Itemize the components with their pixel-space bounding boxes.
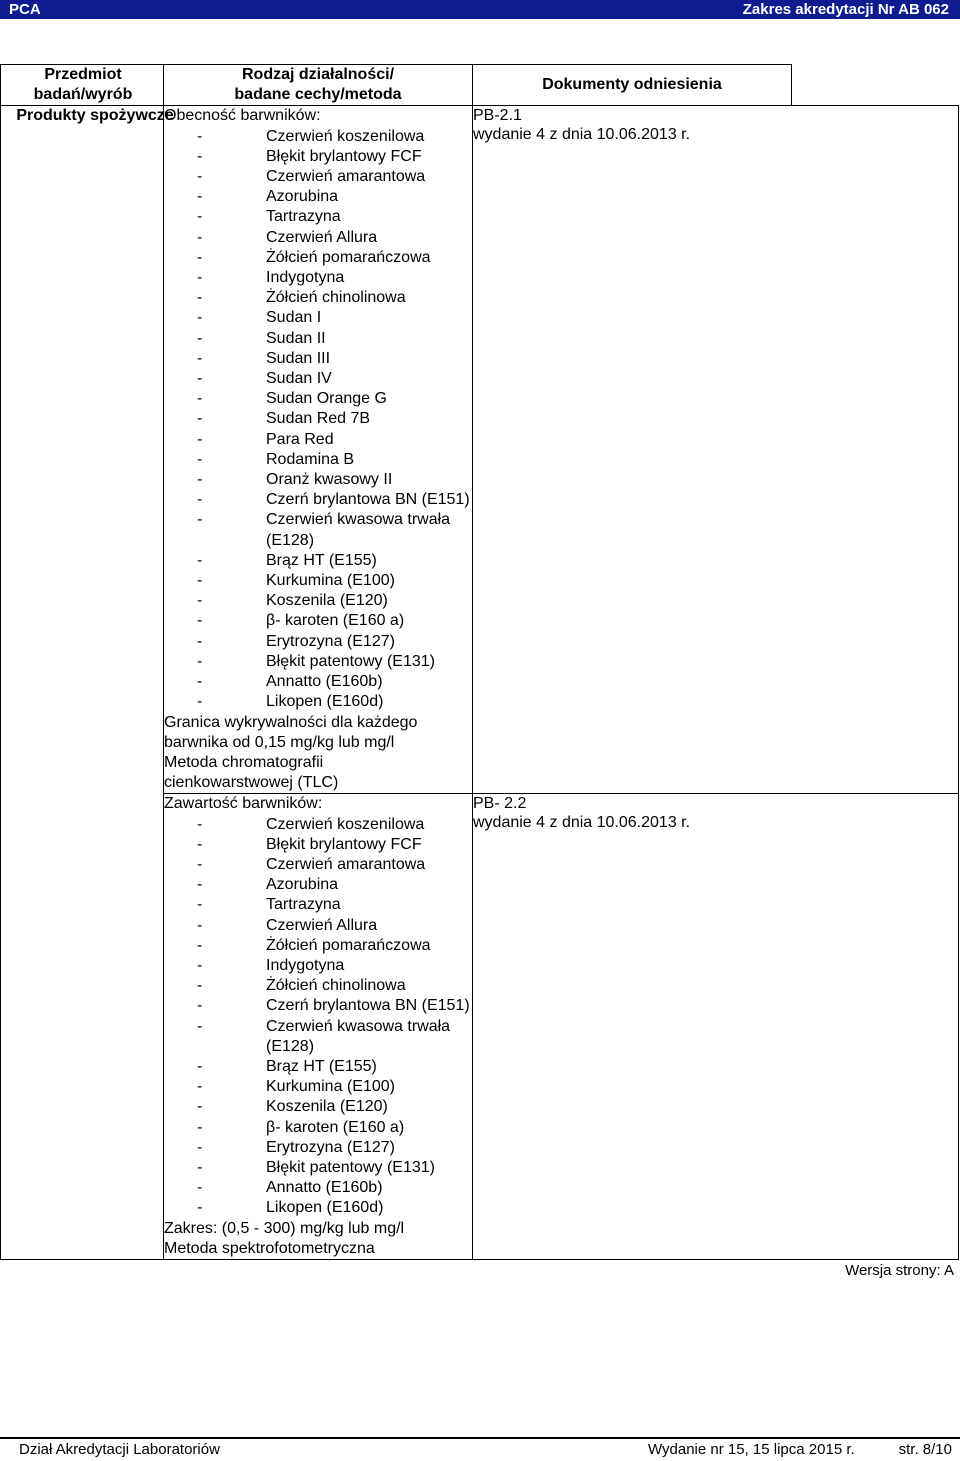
- list-item: [164, 672, 472, 692]
- list-bullet-dash: [164, 692, 230, 712]
- list-item-text: Żółcień chinolinowa: [266, 977, 406, 995]
- list-item: [164, 855, 472, 875]
- list-bullet-dash: [164, 996, 230, 1016]
- list-item-text: Erytrozyna (E127): [266, 632, 395, 650]
- list-item-text: Sudan III: [266, 349, 331, 367]
- list-item-text: Czerwień Allura: [266, 916, 378, 934]
- product-cell: [1, 106, 174, 1260]
- list-item: [164, 652, 472, 672]
- page-version: Wersja strony: A: [845, 1262, 954, 1279]
- table-header-row: [1, 65, 959, 106]
- reference-document: PB- 2.2: [473, 795, 527, 813]
- list-item-text: Azorubina: [266, 188, 339, 206]
- list-item-text: Brąz HT (E155): [266, 1057, 377, 1075]
- list-item: [164, 187, 472, 207]
- accreditation-scope-table: [0, 64, 959, 1260]
- list-bullet-dash: [164, 815, 230, 835]
- list-item-text: Likopen (E160d): [266, 1199, 384, 1217]
- list-item: [164, 571, 472, 591]
- list-bullet-dash: [164, 470, 230, 490]
- list-item: [164, 470, 472, 490]
- list-item: [164, 1158, 472, 1178]
- list-item: [164, 632, 472, 652]
- list-item: [164, 1097, 472, 1117]
- footer-page-number: str. 8/10: [898, 1441, 952, 1458]
- list-bullet-dash: [164, 652, 230, 672]
- list-item: [164, 895, 472, 915]
- list-bullet-dash: [164, 228, 230, 248]
- list-item: [164, 490, 472, 510]
- list-bullet-dash: [164, 571, 230, 591]
- list-item-text: Czerwień amarantowa: [266, 855, 426, 873]
- list-item: [164, 147, 472, 167]
- list-item-text: Kurkumina (E100): [266, 1078, 395, 1096]
- list-bullet-dash: [164, 308, 230, 328]
- footer-edition: Wydanie nr 15, 15 lipca 2015 r.: [648, 1441, 855, 1458]
- list-item-text: Błękit patentowy (E131): [266, 652, 435, 670]
- column-header-documents: Dokumenty odniesienia: [473, 65, 792, 106]
- list-item: [164, 591, 472, 611]
- list-item-text: β- karoten (E160 a): [266, 1118, 405, 1136]
- method-title: Obecność barwników:: [164, 107, 321, 125]
- list-item: [164, 409, 472, 429]
- column-header-activity-text: Rodzaj działalności/ badane cechy/metoda: [234, 66, 402, 104]
- note-line: cienkowarstwowej (TLC): [164, 774, 339, 792]
- column-header-activity: [164, 65, 473, 106]
- method-cell: [164, 794, 473, 1260]
- list-item-text: Para Red: [266, 430, 334, 448]
- list-item: [164, 611, 472, 631]
- list-item: [164, 329, 472, 349]
- list-item: [164, 1057, 472, 1077]
- list-bullet-dash: [164, 835, 230, 855]
- method-title: Zawartość barwników:: [164, 795, 323, 813]
- list-item: [164, 228, 472, 248]
- reference-edition: wydanie 4 z dnia 10.06.2013 r.: [473, 126, 691, 144]
- list-item: [164, 1178, 472, 1198]
- list-bullet-dash: [164, 1017, 230, 1057]
- list-item-text: Tartrazyna: [266, 896, 341, 914]
- list-item: [164, 692, 472, 712]
- list-bullet-dash: [164, 1057, 230, 1077]
- list-item-text: Czerwień kwasowa trwała (E128): [266, 1017, 451, 1055]
- list-item-text: Azorubina: [266, 876, 339, 894]
- list-bullet-dash: [164, 1198, 230, 1218]
- list-item: [164, 1017, 472, 1057]
- note-line: Metoda chromatografii: [164, 753, 324, 771]
- list-bullet-dash: [164, 329, 230, 349]
- list-item: [164, 167, 472, 187]
- list-bullet-dash: [164, 450, 230, 470]
- list-bullet-dash: [164, 167, 230, 187]
- list-item-text: Błękit brylantowy FCF: [266, 147, 422, 165]
- footer-department: Dział Akredytacji Laboratoriów: [19, 1441, 220, 1458]
- column-header-product: Przedmiot badań/wyrób: [1, 65, 164, 106]
- list-item-text: Rodamina B: [266, 450, 355, 468]
- list-item: [164, 207, 472, 227]
- list-bullet-dash: [164, 369, 230, 389]
- list-bullet-dash: [164, 855, 230, 875]
- list-bullet-dash: [164, 268, 230, 288]
- list-item-text: Koszenila (E120): [266, 1098, 388, 1116]
- list-bullet-dash: [164, 672, 230, 692]
- list-item: [164, 127, 472, 147]
- note-line: barwnika od 0,15 mg/kg lub mg/l: [164, 733, 395, 751]
- list-item: [164, 551, 472, 571]
- list-bullet-dash: [164, 248, 230, 268]
- list-bullet-dash: [164, 936, 230, 956]
- note-line: Metoda spektrofotometryczna: [164, 1239, 375, 1257]
- list-item-text: Czerwień koszenilowa: [266, 815, 425, 833]
- header-title: Zakres akredytacji Nr AB 062: [742, 1, 949, 18]
- list-item: [164, 349, 472, 369]
- method-cell: [164, 106, 473, 794]
- list-item-text: Koszenila (E120): [266, 592, 388, 610]
- list-bullet-dash: [164, 1118, 230, 1138]
- list-bullet-dash: [164, 430, 230, 450]
- list-item: [164, 956, 472, 976]
- list-bullet-dash: [164, 875, 230, 895]
- list-item: [164, 1198, 472, 1218]
- list-item-text: Żółcień chinolinowa: [266, 289, 406, 307]
- list-item: [164, 835, 472, 855]
- list-item-text: Sudan Orange G: [266, 390, 387, 408]
- list-item-text: Czerwień kwasowa trwała (E128): [266, 511, 451, 549]
- list-item: [164, 1118, 472, 1138]
- list-item-text: Sudan IV: [266, 370, 332, 388]
- page-header-bar: [0, 0, 960, 19]
- note-line: Granica wykrywalności dla każdego: [164, 713, 418, 731]
- list-bullet-dash: [164, 976, 230, 996]
- list-bullet-dash: [164, 956, 230, 976]
- list-item-text: Annatto (E160b): [266, 673, 383, 691]
- list-item-text: Tartrazyna: [266, 208, 341, 226]
- list-bullet-dash: [164, 510, 230, 550]
- dye-list: [164, 815, 472, 1219]
- list-item-text: Indygotyna: [266, 269, 345, 287]
- list-item-text: Sudan II: [266, 329, 326, 347]
- list-item-text: Erytrozyna (E127): [266, 1138, 395, 1156]
- list-item-text: Błękit patentowy (E131): [266, 1158, 435, 1176]
- reference-cell: [473, 106, 959, 794]
- list-item-text: β- karoten (E160 a): [266, 612, 405, 630]
- list-item-text: Brąz HT (E155): [266, 551, 377, 569]
- list-item: [164, 430, 472, 450]
- list-bullet-dash: [164, 147, 230, 167]
- list-bullet-dash: [164, 1097, 230, 1117]
- list-item: [164, 976, 472, 996]
- list-item: [164, 1138, 472, 1158]
- list-bullet-dash: [164, 1077, 230, 1097]
- list-item-text: Likopen (E160d): [266, 693, 384, 711]
- list-item: [164, 1077, 472, 1097]
- list-item-text: Żółcień pomarańczowa: [266, 936, 431, 954]
- table-row: [1, 106, 959, 794]
- list-item-text: Czerwień amarantowa: [266, 168, 426, 186]
- list-item: [164, 875, 472, 895]
- list-item-text: Oranż kwasowy II: [266, 471, 393, 489]
- page-footer: [0, 1437, 960, 1459]
- list-item: [164, 268, 472, 288]
- list-item: [164, 308, 472, 328]
- list-bullet-dash: [164, 551, 230, 571]
- header-spacer: [792, 65, 959, 106]
- list-bullet-dash: [164, 1158, 230, 1178]
- method-notes: [164, 1219, 472, 1259]
- list-bullet-dash: [164, 187, 230, 207]
- reference-document: PB-2.1: [473, 107, 522, 125]
- list-bullet-dash: [164, 127, 230, 147]
- list-bullet-dash: [164, 632, 230, 652]
- list-bullet-dash: [164, 1178, 230, 1198]
- list-bullet-dash: [164, 611, 230, 631]
- reference-cell: [473, 794, 959, 1260]
- list-item-text: Sudan Red 7B: [266, 410, 371, 428]
- dye-list: [164, 127, 472, 713]
- list-bullet-dash: [164, 207, 230, 227]
- list-bullet-dash: [164, 895, 230, 915]
- list-bullet-dash: [164, 349, 230, 369]
- list-item-text: Annatto (E160b): [266, 1179, 383, 1197]
- list-item: [164, 369, 472, 389]
- list-item: [164, 248, 472, 268]
- list-bullet-dash: [164, 389, 230, 409]
- list-item-text: Żółcień pomarańczowa: [266, 248, 431, 266]
- list-item-text: Kurkumina (E100): [266, 572, 395, 590]
- header-org: PCA: [9, 1, 41, 18]
- list-bullet-dash: [164, 916, 230, 936]
- list-item: [164, 916, 472, 936]
- list-item: [164, 389, 472, 409]
- list-bullet-dash: [164, 490, 230, 510]
- list-item: [164, 996, 472, 1016]
- list-item-text: Sudan I: [266, 309, 322, 327]
- list-item-text: Czerń brylantowa BN (E151): [266, 997, 470, 1015]
- list-bullet-dash: [164, 591, 230, 611]
- list-bullet-dash: [164, 409, 230, 429]
- note-line: Zakres: (0,5 - 300) mg/kg lub mg/l: [164, 1219, 405, 1237]
- reference-edition: wydanie 4 z dnia 10.06.2013 r.: [473, 814, 691, 832]
- method-notes: [164, 713, 472, 794]
- list-bullet-dash: [164, 288, 230, 308]
- list-item-text: Czerń brylantowa BN (E151): [266, 491, 470, 509]
- list-item-text: Błękit brylantowy FCF: [266, 835, 422, 853]
- list-item-text: Czerwień koszenilowa: [266, 127, 425, 145]
- list-item-text: Czerwień Allura: [266, 228, 378, 246]
- list-item-text: Indygotyna: [266, 956, 345, 974]
- list-item: [164, 288, 472, 308]
- list-item: [164, 450, 472, 470]
- list-item: [164, 936, 472, 956]
- list-item: [164, 815, 472, 835]
- product-name: Produkty spożywcze: [16, 107, 174, 125]
- list-item: [164, 510, 472, 550]
- list-bullet-dash: [164, 1138, 230, 1158]
